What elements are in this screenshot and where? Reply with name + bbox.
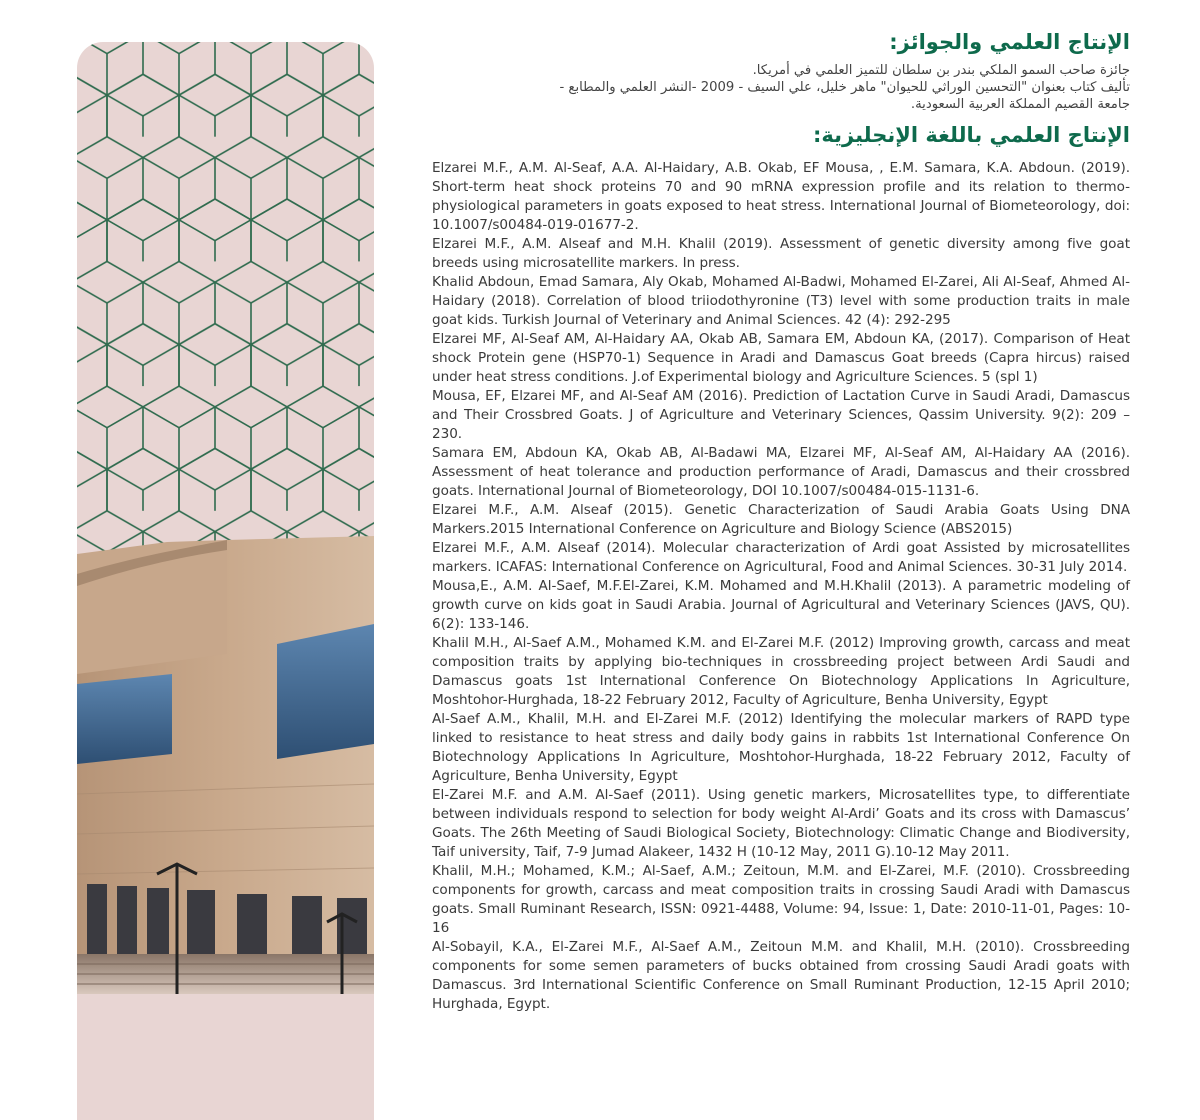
- awards-heading: الإنتاج العلمي والجوائز:: [889, 30, 1130, 54]
- awards-list: [432, 62, 1130, 113]
- sidebar-panel: [77, 42, 374, 1120]
- reference-item: Elzarei M.F., A.M. Al-Seaf, A.A. Al-Haidary, A.B. Okab, EF Mousa, , E.M. Samara, K.A. Abdoun. (2019). Short-term heat shock proteins 70 and 90 mRNA expression profile and its relation to thermo-physiological parameters in goats exposed to heat stress. International Journal of Biometeorology, doi: 10.1007/s00484-019-01677-2.: [432, 160, 1130, 233]
- reference-item: Khalid Abdoun, Emad Samara, Aly Okab, Mohamed Al-Badwi, Mohamed El-Zarei, Ali Al-Seaf, Ahmed Al-Haidary (2018). Correlation of blood triiodothyronine (T3) level with some production traits in male goat kids. Turkish Journal of Veterinary and Animal Sciences. 42 (4): 292-295: [432, 274, 1130, 328]
- award-item: جامعة القصيم المملكة العربية السعودية.: [910, 97, 1130, 112]
- reference-item: Elzarei M.F., A.M. Alseaf (2015). Genetic Characterization of Saudi Arabia Goats Using DNA Markers.2015 International Conference on Agriculture and Biology Science (ABS2015): [432, 502, 1130, 537]
- reference-item: Elzarei M.F., A.M. Alseaf and M.H. Khalil (2019). Assessment of genetic diversity among five goat breeds using microsatellite markers. In press.: [432, 236, 1130, 271]
- reference-item: Elzarei MF, Al-Seaf AM, Al-Haidary AA, Okab AB, Samara EM, Abdoun KA, (2017). Comparison of Heat shock Protein gene (HSP70-1) Sequence in Aradi and Damascus Goat breeds (Capra hircus) raised under heat stress conditions. J.of Experimental biology and Agriculture Sciences. 5 (spl 1): [432, 331, 1130, 385]
- award-item: تأليف كتاب بعنوان "التحسين الوراثي للحيوان" ماهر خليل، علي السيف - 2009 -النشر العلمي والمطابع -: [559, 80, 1130, 95]
- reference-item: Khalil, M.H.; Mohamed, K.M.; Al-Saef, A.M.; Zeitoun, M.M. and El-Zarei, M.F. (2010). Crossbreeding components for growth, carcass and meat composition traits in crossing Saudi Aradi with Damascus goats. Small Ruminant Research, ISSN: 0921-4488, Volume: 94, Issue: 1, Date: 2010-11-01, Pages: 10-16: [432, 863, 1130, 936]
- main-content: [432, 28, 1130, 1014]
- reference-item: Mousa, EF, Elzarei MF, and Al-Seaf AM (2016). Prediction of Lactation Curve in Saudi Aradi, Damascus and Their Crossbred Goats. J of Agriculture and Veterinary Sciences, Qassim University. 9(2): 209 – 230.: [432, 388, 1130, 442]
- reference-item: Al-Sobayil, K.A., El-Zarei M.F., Al-Saef A.M., Zeitoun M.M. and Khalil, M.H. (2010). Crossbreeding components for some semen parameters of bucks obtained from crossing Saudi Aradi goats with Damascus. 3rd International Scientific Conference on Small Ruminant Production, 12-15 April 2010; Hurghada, Egypt.: [432, 939, 1130, 1012]
- reference-item: Al-Saef A.M., Khalil, M.H. and El-Zarei M.F. (2012) Identifying the molecular markers of RAPD type linked to resistance to heat stress and daily body gains in rabbits 1st International Conference On Biotechnology Applications In Agriculture, Moshtohor-Hurghada, 18-22 February 2012, Faculty of Agriculture, Benha University, Egypt: [432, 711, 1130, 784]
- reference-item: Elzarei M.F., A.M. Alseaf (2014). Molecular characterization of Ardi goat Assisted by microsatellites markers. ICAFAS: International Conference on Agricultural, Food and Animal Sciences. 30-31 July 2014.: [432, 540, 1130, 575]
- reference-item: Khalil M.H., Al-Saef A.M., Mohamed K.M. and El-Zarei M.F. (2012) Improving growth, carcass and meat composition traits by applying bio-techniques in crossbreeding project between Ardi Saudi and Damascus goats 1st International Conference On Biotechnology Applications In Agriculture, Moshtohor-Hurghada, 18-22 February 2012, Faculty of Agriculture, Benha University, Egypt: [432, 635, 1130, 708]
- reference-item: Mousa,E., A.M. Al-Saef, M.F.El-Zarei, K.M. Mohamed and M.H.Khalil (2013). A parametric modeling of growth curve on kids goat in Saudi Arabia. Journal of Agricultural and Veterinary Sciences (JAVS, QU). 6(2): 133-146.: [432, 578, 1130, 632]
- award-item: جائزة صاحب السمو الملكي بندر بن سلطان للتميز العلمي في أمريكا.: [752, 63, 1130, 78]
- reference-item: El-Zarei M.F. and A.M. Al-Saef (2011). Using genetic markers, Microsatellites type, to differentiate between individuals respond to selection for body weight Al-Ardi’ Goats and its cross with Damascus’ Goats. The 26th Meeting of Saudi Biological Society, Biotechnology: Climatic Change and Biodiversity, Taif university, Taif, 7-9 Jumad Alakeer, 1432 H (10-12 May, 2011 G).10-12 May 2011.: [432, 787, 1130, 860]
- reference-item: Samara EM, Abdoun KA, Okab AB, Al-Badawi MA, Elzarei MF, Al-Seaf AM, Al-Haidary AA (2016). Assessment of heat tolerance and production performance of Aradi, Damascus and their crossbred goats. International Journal of Biometeorology, DOI 10.1007/s00484-015-1131-6.: [432, 445, 1130, 499]
- campus-building-photo: [77, 534, 374, 1062]
- references-list: [432, 159, 1130, 1014]
- english-publications-heading: الإنتاج العلمي باللغة الإنجليزية:: [813, 123, 1130, 147]
